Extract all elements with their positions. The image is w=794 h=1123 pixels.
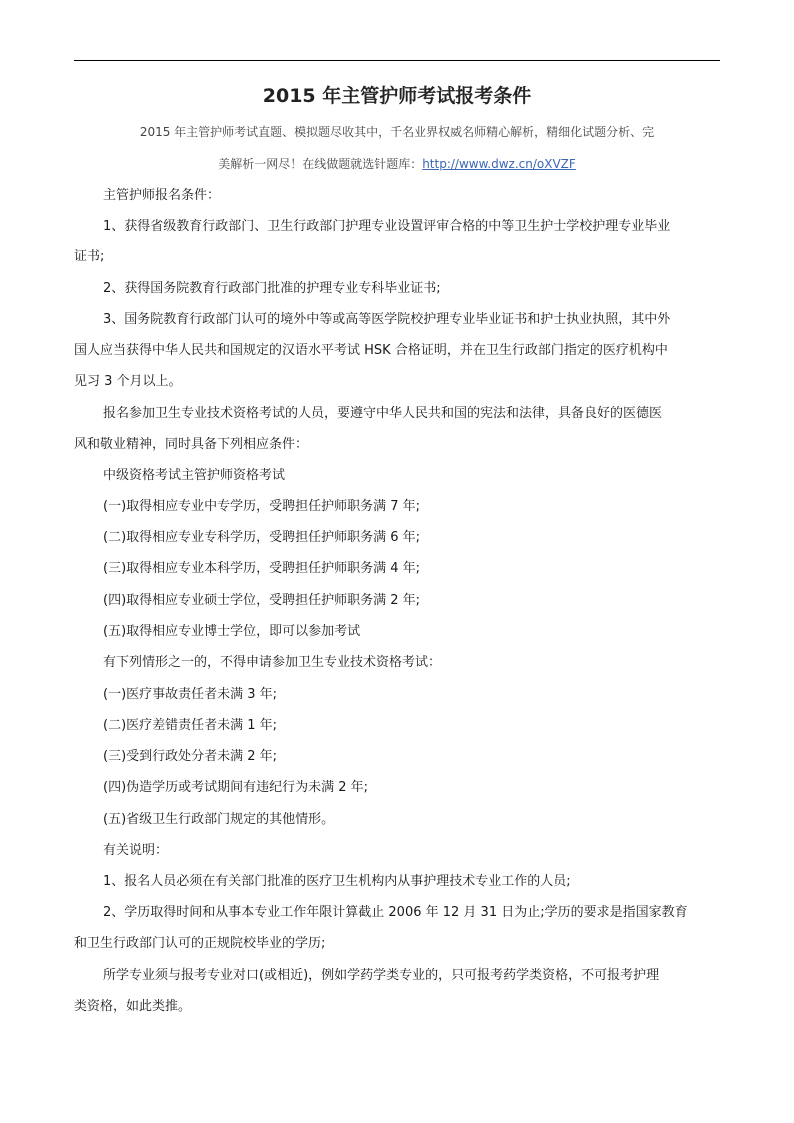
general-requirement-line-1: 报名参加卫生专业技术资格考试的人员，要遵守中华人民共和国的宪法和法律，具备良好的医德医 — [103, 406, 663, 421]
condition-3-line-1: 3、国务院教育行政部门认可的境外中等或高等医学院校护理专业毕业证书和护士执业执照，其中外 — [103, 312, 671, 327]
question-bank-link[interactable]: http://www.dwz.cn/oXVZF — [422, 157, 576, 171]
mid-level-item: (四)取得相应专业硕士学位，受聘担任护师职务满 2 年; — [103, 593, 421, 608]
condition-1-line-2: 证书; — [74, 249, 105, 264]
mid-level-item: (一)取得相应专业中专学历，受聘担任护师职务满 7 年; — [103, 499, 421, 514]
mid-level-item: (三)取得相应专业本科学历，受聘担任护师职务满 4 年; — [103, 561, 421, 576]
exclusion-item: (三)受到行政处分者未满 2 年; — [103, 749, 278, 764]
header-rule — [74, 60, 720, 61]
condition-1-line-1: 1、获得省级教育行政部门、卫生行政部门护理专业设置评审合格的中等卫生护士学校护理专业毕业 — [103, 219, 671, 234]
exclusion-item: (五)省级卫生行政部门规定的其他情形。 — [103, 812, 335, 827]
intro-line-1: 2015 年主管护师考试直题、模拟题尽收其中，千名业界权威名师精心解析，精细化试题分析、完 — [139, 125, 655, 139]
mid-level-title: 中级资格考试主管护师资格考试 — [103, 468, 286, 483]
mid-level-item: (二)取得相应专业专科学历，受聘担任护师职务满 6 年; — [103, 530, 421, 545]
note-1: 1、报名人员必须在有关部门批准的医疗卫生机构内从事护理技术专业工作的人员; — [103, 874, 571, 889]
section-heading: 主管护师报名条件： — [103, 188, 221, 203]
page-title: 2015 年主管护师考试报考条件 — [262, 85, 532, 107]
intro-line-2-text: 美解析一网尽！在线做题就选针题库： — [218, 157, 423, 171]
exclusion-item: (二)医疗差错责任者未满 1 年; — [103, 718, 278, 733]
note-3-line-1: 所学专业须与报考专业对口(或相近)，例如学药学类专业的，只可报考药学类资格，不可报考护理 — [103, 968, 660, 983]
note-2-line-2: 和卫生行政部门认可的正规院校毕业的学历; — [74, 936, 326, 951]
note-3-line-2: 类资格，如此类推。 — [74, 999, 192, 1014]
condition-3-line-3: 见习 3 个月以上。 — [74, 374, 182, 389]
intro-line-2 — [74, 154, 720, 174]
note-2-line-1: 2、学历取得时间和从事本专业工作年限计算截止 2006 年 12 月 31 日为止;学历的要求是指国家教育 — [103, 905, 688, 920]
condition-2: 2、获得国务院教育行政部门批准的护理专业专科毕业证书; — [103, 281, 441, 296]
mid-level-item: (五)取得相应专业博士学位，即可以参加考试 — [103, 624, 361, 639]
notes-title: 有关说明： — [103, 843, 169, 858]
exclusion-item: (四)伪造学历或考试期间有违纪行为未满 2 年; — [103, 780, 369, 795]
exclusion-item: (一)医疗事故责任者未满 3 年; — [103, 687, 278, 702]
condition-3-line-2: 国人应当获得中华人民共和国规定的汉语水平考试 HSK 合格证明，并在卫生行政部门指定的医疗机构中 — [74, 343, 668, 358]
exclusion-title: 有下列情形之一的，不得申请参加卫生专业技术资格考试： — [103, 655, 442, 670]
general-requirement-line-2: 风和敬业精神，同时具备下列相应条件： — [74, 437, 309, 452]
